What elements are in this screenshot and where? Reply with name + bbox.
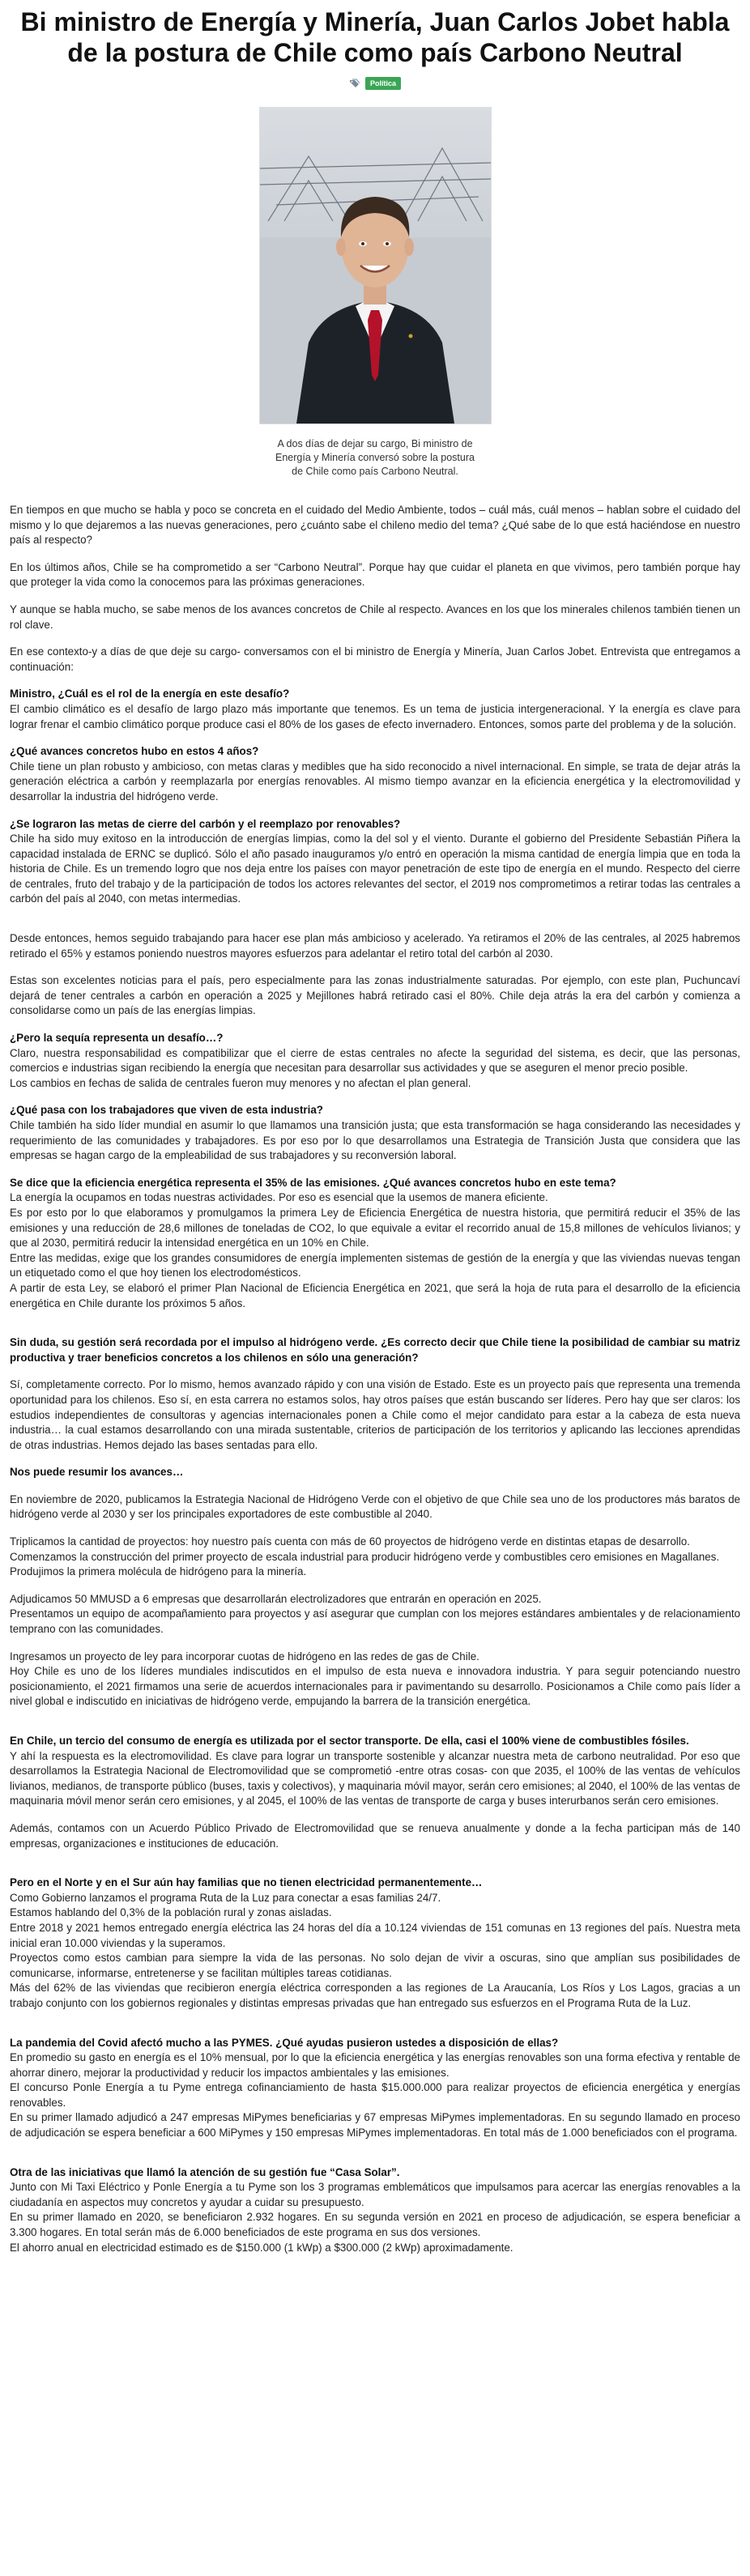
interview-answer: Es por esto por lo que elaboramos y promulgamos la primera Ley de Eficiencia Energética de nuestra historia, que permitirá reducir el 35% de las emisiones y una reducción de 28,6 millones de toneladas de CO2, lo que equivale a evitar el recorrido anual de 15,8 millones de vehículos livianos; y que al 2030, permitirá reducir la intensidad energética en un 10% en Chile.	[10, 1206, 740, 1250]
interview-answer: El concurso Ponle Energía a tu Pyme entrega cofinanciamiento de hasta $15.000.000 para realizar proyectos de eficiencia energética y energías renovables.	[10, 2081, 740, 2109]
interview-answer: Y ahí la respuesta es la electromovilidad. Es clave para lograr un transporte sostenible y alcanzar nuestra meta de carbono neutralidad. Por eso que desarrollamos la Estrategia Nacional de Electromovilidad que se comprometió -entre otras cosas- con que 2035, el 100% de las ventas de vehículos livianos, medianos, de transporte público (buses, taxis y colectivos), y maquinaria móvil mayor, serán cero emisiones; al 2040, el 100% de las ventas de maquinaria móvil menor serán cero emisiones, y al 2045, el 100% de las ventas de transporte de carga y buses interurbanos serán cero emisiones.	[10, 1749, 740, 1807]
interview-question: ¿Qué pasa con los trabajadores que viven de esta industria?	[10, 1104, 323, 1117]
interview-answer: Produjimos la primera molécula de hidrógeno para la minería.	[10, 1565, 307, 1578]
interview-question: Sin duda, su gestión será recordada por el impulso al hidrógeno verde. ¿Es correcto decir que Chile tiene la posibilidad de cambiar su matriz productiva y traer beneficios concretos a los chilenos en sólo una generación?	[10, 1336, 740, 1364]
interview-question: Pero en el Norte y en el Sur aún hay familias que no tienen electricidad permanentemente…	[10, 1876, 483, 1889]
intro-paragraph: En ese contexto-y a días de que deje su cargo- conversamos con el bi ministro de Energía y Minería, Juan Carlos Jobet. Entrevista que entregamos a continuación:	[10, 645, 740, 673]
interview-answer: Estamos hablando del 0,3% de la población rural y zonas aisladas.	[10, 1906, 332, 1919]
interview-answer: En su primer llamado en 2020, se beneficiaron 2.932 hogares. En su segunda versión en 2021 en proceso de adjudicación, se espera beneficiar a 3.300 hogares. En total serán más de 6.000 beneficiados de este programa en sus dos versiones.	[10, 2211, 740, 2239]
interview-answer: Proyectos como estos cambian para siempre la vida de las personas. No solo dejan de vivir a oscuras, sino que amplían sus posibilidades de comunicarse, informarse, entretenerse y se facilitan múltiples tareas cotidianas.	[10, 1952, 740, 1979]
interview-answer: Sí, completamente correcto. Por lo mismo, hemos avanzado rápido y con una visión de Estado. Este es un proyecto país que representa una tremenda oportunidad para los chilenos. Eso sí, en esta carrera no estamos solos, hay otros países que están buscando ser líderes. Pero hay que ser claros: los estudios independientes de consultoras y agencias internacionales ponen a Chile como el mejor candidato para estar a la cabeza de esta nueva industria… la cual estamos desarrollando con una mirada sustentable, criterios de participación de los territorios y aplicando las lecciones aprendidas de otras industrias. Hemos dejado las bases sentadas para ello.	[10, 1378, 740, 1451]
intro-paragraph: Y aunque se habla mucho, se sabe menos de los avances concretos de Chile al respecto. Avances en los que los minerales chilenos también tienen un rol clave.	[10, 602, 740, 631]
interview-question: ¿Se lograron las metas de cierre del carbón y el reemplazo por renovables?	[10, 817, 401, 830]
interview-answer: Chile ha sido muy exitoso en la introducción de energías limpias, como la del sol y el viento. Durante el gobierno del Presidente Sebastián Piñera la capacidad instalada de ERNC se duplicó. Sólo el año pasado inauguramos y/o entró en operación la misma cantidad de energía limpia que en toda la historia de Chile. Es un tremendo logro que nos deja entre los países con mayor penetración de este tipo de energía en el mundo. Respecto del cierre de centrales, fruto del trabajo y de la participación de todos los actores relevantes del sector, el 2019 nos comprometimos a retirar todas las centrales a carbón del país al 2040, con metas intermedias.	[10, 832, 740, 905]
interview-answer: La energía la ocupamos en todas nuestras actividades. Por eso es esencial que la usemos de manera eficiente.	[10, 1191, 548, 1204]
interview-answer: A partir de esta Ley, se elaboró el primer Plan Nacional de Eficiencia Energética en 2021, que será la hoja de ruta para el desarrollo de la eficiencia energética en Chile durante los próximos 5 años.	[10, 1281, 740, 1309]
interview-answer: En promedio su gasto en energía es el 10% mensual, por lo que la eficiencia energética y las energías renovables son una forma efectiva y rentable de ahorrar dinero, mejorar la productividad y reducir los impactos ambientales y las emisiones.	[10, 2051, 740, 2079]
interview-answer: El cambio climático es el desafío de largo plazo más importante que tenemos. Es un tema de justicia intergeneracional. Y la energía es clave para lograr frenar el cambio climático porque produce casi el 80% de los gases de efecto invernadero. Entonces, somos parte del problema y de la solución.	[10, 702, 740, 730]
interview-question: La pandemia del Covid afectó mucho a las PYMES. ¿Qué ayudas pusieron ustedes a disposición de ellas?	[10, 2036, 559, 2049]
interview-answer: Triplicamos la cantidad de proyectos: hoy nuestro país cuenta con más de 60 proyectos de hidrógeno verde en distintas etapas de desarrollo.	[10, 1535, 690, 1548]
interview-answer: Comenzamos la construcción del primer proyecto de escala industrial para producir hidrógeno verde y combustibles cero emisiones en Magallanes.	[10, 1550, 720, 1563]
interview-answer: Chile tiene un plan robusto y ambicioso, con metas claras y medibles que ha sido reconocido a nivel internacional. En simple, se trata de dejar atrás la generación eléctrica a carbón y reemplazarla por energías renovables. Al mismo tiempo avanzar en la eficiencia energética y la electromovilidad y desarrollar la industria del hidrógeno verde.	[10, 760, 740, 803]
minister-photo	[259, 107, 492, 424]
article-body	[0, 503, 750, 2255]
interview-answer: Como Gobierno lanzamos el programa Ruta de la Luz para conectar a esas familias 24/7.	[10, 1891, 441, 1904]
interview-question: En Chile, un tercio del consumo de energía es utilizada por el sector transporte. De ella, casi el 100% viene de combustibles fósiles.	[10, 1735, 689, 1747]
interview-answer: Estas son excelentes noticias para el país, pero especialmente para las zonas industrialmente saturadas. Por ejemplo, con este plan, Puchuncaví dejará de tener centrales a carbón en operación a 2025 y Mejillones habrá retirado casi el 80%. Chile deja atrás la era del carbón y comienza a consolidarse como un país de las energías limpias.	[10, 974, 740, 1017]
interview-answer: Junto con Mi Taxi Eléctrico y Ponle Energía a tu Pyme son los 3 programas emblemáticos que impulsamos para acercar las energías renovables a la ciudadanía en aspectos muy concretos y ayudar a cuidar su presupuesto.	[10, 2181, 740, 2208]
interview-answer: En noviembre de 2020, publicamos la Estrategia Nacional de Hidrógeno Verde con el objetivo de que Chile sea uno de los productores más baratos de hidrógeno verde al 2030 y ser los principales exportadores de este combustible al 2040.	[10, 1492, 740, 1521]
interview-question: Se dice que la eficiencia energética representa el 35% de las emisiones. ¿Qué avances concretos hubo en este tema?	[10, 1176, 616, 1189]
interview-question: Otra de las iniciativas que llamó la atención de su gestión fue “Casa Solar”.	[10, 2165, 400, 2178]
photo-caption: A dos días de dejar su cargo, Bi ministro de Energía y Minería conversó sobre la postura de Chile como país Carbono Neutral.	[275, 438, 475, 477]
interview-answer: Entre 2018 y 2021 hemos entregado energía eléctrica las 24 horas del día a 10.124 viviendas de 151 comunas en 13 regiones del país. Nuestra meta inicial eran 10.000 viviendas y la superamos.	[10, 1921, 740, 1949]
minister-portrait-illustration	[260, 108, 491, 424]
interview-answer: Más del 62% de las viviendas que recibieron energía eléctrica corresponden a las regiones de La Araucanía, Los Ríos y Los Lagos, gracias a un trabajo conjunto con los gobiernos regionales y distintas empresas privadas que han entregado sus esfuerzos en el Programa Ruta de la Luz.	[10, 1982, 740, 2009]
interview-answer: Ingresamos un proyecto de ley para incorporar cuotas de hidrógeno en las redes de gas de Chile.	[10, 1650, 479, 1663]
interview-answer: Claro, nuestra responsabilidad es compatibilizar que el cierre de estas centrales no afecte la seguridad del sistema, es decir, que las personas, comercios e industrias sigan recibiendo la energía que necesitan para desarrollar sus actividades y que se aseguren el menor precio posible.	[10, 1046, 740, 1075]
interview-answer: Hoy Chile es uno de los líderes mundiales indiscutidos en el impulso de esta nueva e innovadora industria. Y para seguir potenciando nuestro posicionamiento, el 2021 firmamos una serie de acuerdos internacionales para ir pavimentando su desarrollo. Posicionamos a Chile como país líder a nivel global e indiscutido en iniciativas de hidrógeno verde, empujando la barrera de la transición energética.	[10, 1665, 740, 1708]
interview-answer: Entre las medidas, exige que los grandes consumidores de energía implementen sistemas de gestión de la energía y que las viviendas nuevas tengan un etiquetado como el que hoy tienen los electrodomésticos.	[10, 1251, 740, 1279]
interview-answer: En su primer llamado adjudicó a 247 empresas MiPymes beneficiarias y 67 empresas MiPymes implementadoras. En su segundo llamado en proceso de adjudicación se espera beneficiar a 600 MiPymes y 150 empresas MiPymes implementadoras. En total más de 1.000 beneficiados con el programa.	[10, 2111, 740, 2140]
interview-question: ¿Pero la sequía representa un desafío…?	[10, 1032, 224, 1045]
interview-answer: Desde entonces, hemos seguido trabajando para hacer ese plan más ambicioso y acelerado. Ya retiramos el 20% de las centrales, al 2025 habremos retirado el 65% y estamos poniendo nuestros mayores esfuerzos para adelantar el retiro total del carbón al 2030.	[10, 932, 740, 960]
interview-question: Ministro, ¿Cuál es el rol de la energía en este desafío?	[10, 688, 290, 700]
article-figure	[254, 107, 496, 479]
interview-answer: Además, contamos con un Acuerdo Público Privado de Electromovilidad que se renueva anualmente y donde a la fecha participan más de 140 empresas, organizaciones e instituciones de educación.	[10, 1821, 740, 1850]
interview-answer: Chile también ha sido líder mundial en asumir lo que llamamos una transición justa; que esta transformación se haga considerando las necesidades y requerimiento de las comunidades y trabajadores. Es por eso por lo que desarrollamos una Estrategia de Transición Justa que considera que las empresas se hagan cargo de la empleabilidad de sus trabajadores y su reconversión laboral.	[10, 1119, 740, 1162]
interview-answer: Los cambios en fechas de salida de centrales fueron muy menores y no afectan el plan general.	[10, 1076, 471, 1089]
intro-paragraph: En los últimos años, Chile se ha comprometido a ser “Carbono Neutral”. Porque hay que cuidar el planeta en que vivimos, pero también porque hay que proteger la vida como la conocemos para las próximas generaciones.	[10, 560, 740, 589]
interview-question: Nos puede resumir los avances…	[10, 1466, 184, 1479]
category-badge[interactable]: Política	[365, 77, 401, 90]
interview-answer: Presentamos un equipo de acompañamiento para proyectos y así asegurar que cumplan con los mejores estándares ambientales y de relacionamiento temprano con las comunidades.	[10, 1607, 740, 1636]
article-title: Bi ministro de Energía y Minería, Juan Carlos Jobet habla de la postura de Chile como país Carbono Neutral	[20, 7, 730, 67]
category-row	[0, 76, 750, 91]
interview-answer: Adjudicamos 50 MMUSD a 6 empresas que desarrollarán electrolizadores que entrarán en operación en 2025.	[10, 1592, 542, 1605]
tag-icon	[349, 79, 360, 88]
interview-question: ¿Qué avances concretos hubo en estos 4 años?	[10, 745, 259, 758]
intro-paragraph: En tiempos en que mucho se habla y poco se concreta en el cuidado del Medio Ambiente, todos – cuál más, cuál menos – hablan sobre el cuidado del mismo y lo que dejaremos a las nuevas generaciones, pero ¿cuánto sabe el chileno medio del tema? ¿Qué sabe de lo que está haciéndose en nuestro país al respecto?	[10, 504, 740, 547]
interview-answer: El ahorro anual en electricidad estimado es de $150.000 (1 kWp) a $300.000 (2 kWp) aproximadamente.	[10, 2241, 513, 2254]
